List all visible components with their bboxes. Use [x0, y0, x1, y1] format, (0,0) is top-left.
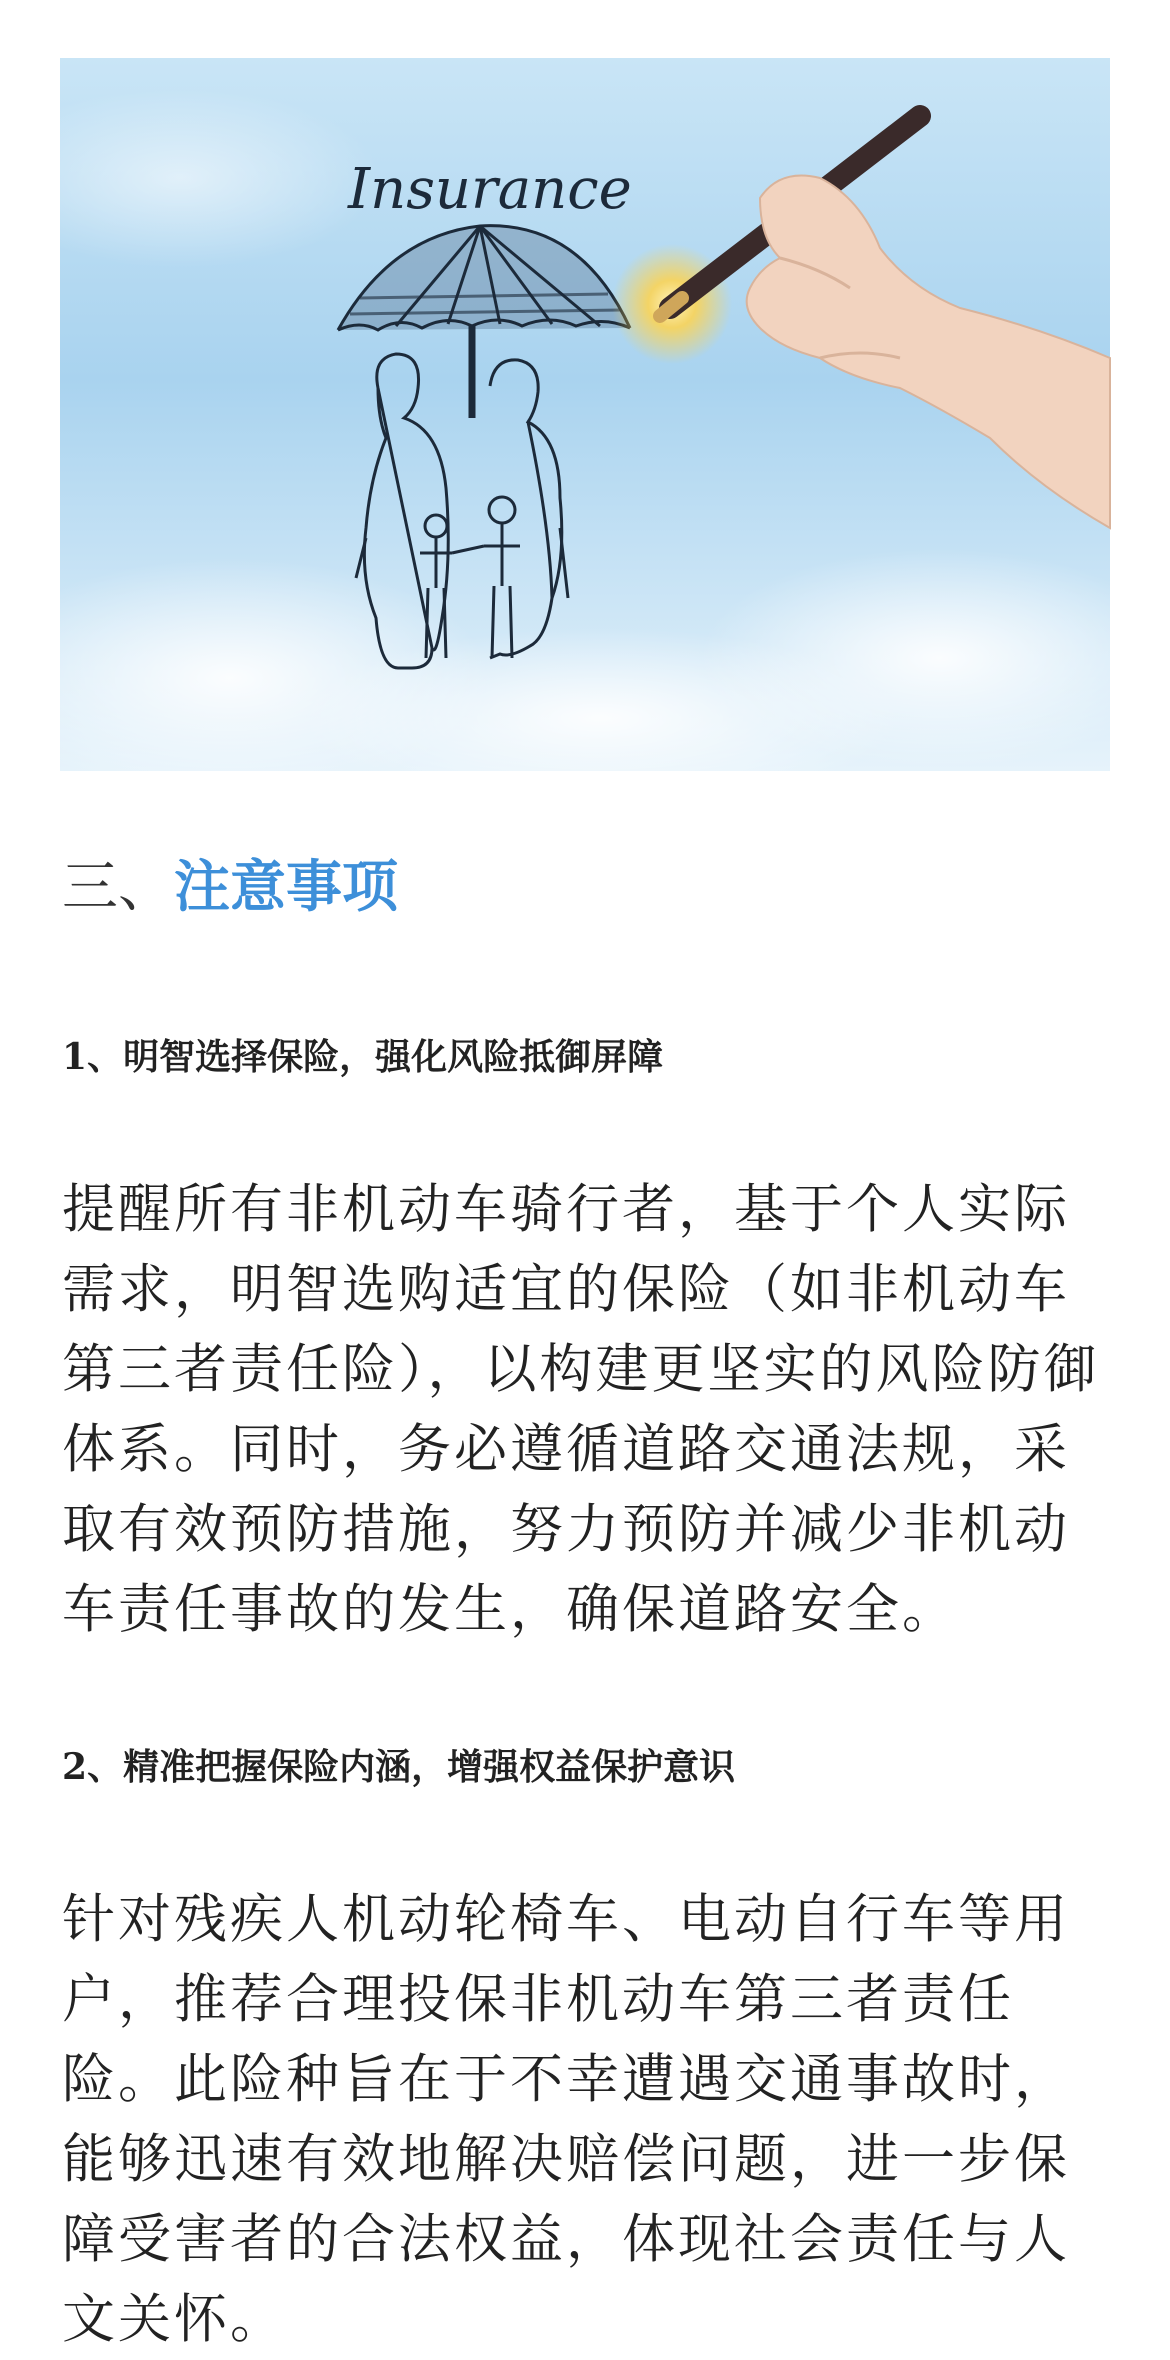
insurance-hero-image	[60, 58, 1110, 771]
item-1-body: 提醒所有非机动车骑行者，基于个人实际需求，明智选购适宜的保险（如非机动车第三者责任险），以构建更坚实的风险防御体系。同时，务必遵循道路交通法规，采取有效预防措施，努力预防并减少非机动车责任事故的发生，确保道路安全。	[62, 1179, 1100, 1640]
item-1-heading-text: 、明智选择保险，强化风险抵御屏障	[87, 1037, 664, 1078]
section-title	[62, 848, 398, 928]
section-title-text: 注意事项	[174, 855, 398, 920]
item-2-heading	[62, 1742, 735, 1793]
item-1-heading-number: 1	[62, 1036, 88, 1078]
item-2-heading-number: 2	[62, 1746, 88, 1788]
hero-caption-word: Insurance	[348, 157, 632, 222]
section-number: 三、	[62, 855, 174, 920]
item-2-body: 针对残疾人机动轮椅车、电动自行车等用户，推荐合理投保非机动车第三者责任险。此险种旨在于不幸遭遇交通事故时，能够迅速有效地解决赔偿问题，进一步保障受害者的合法权益，体现社会责任与人文关怀。	[62, 1889, 1070, 2350]
item-2-heading-text: 、精准把握保险内涵，增强权益保护意识	[87, 1747, 736, 1788]
item-1-heading	[62, 1032, 663, 1083]
